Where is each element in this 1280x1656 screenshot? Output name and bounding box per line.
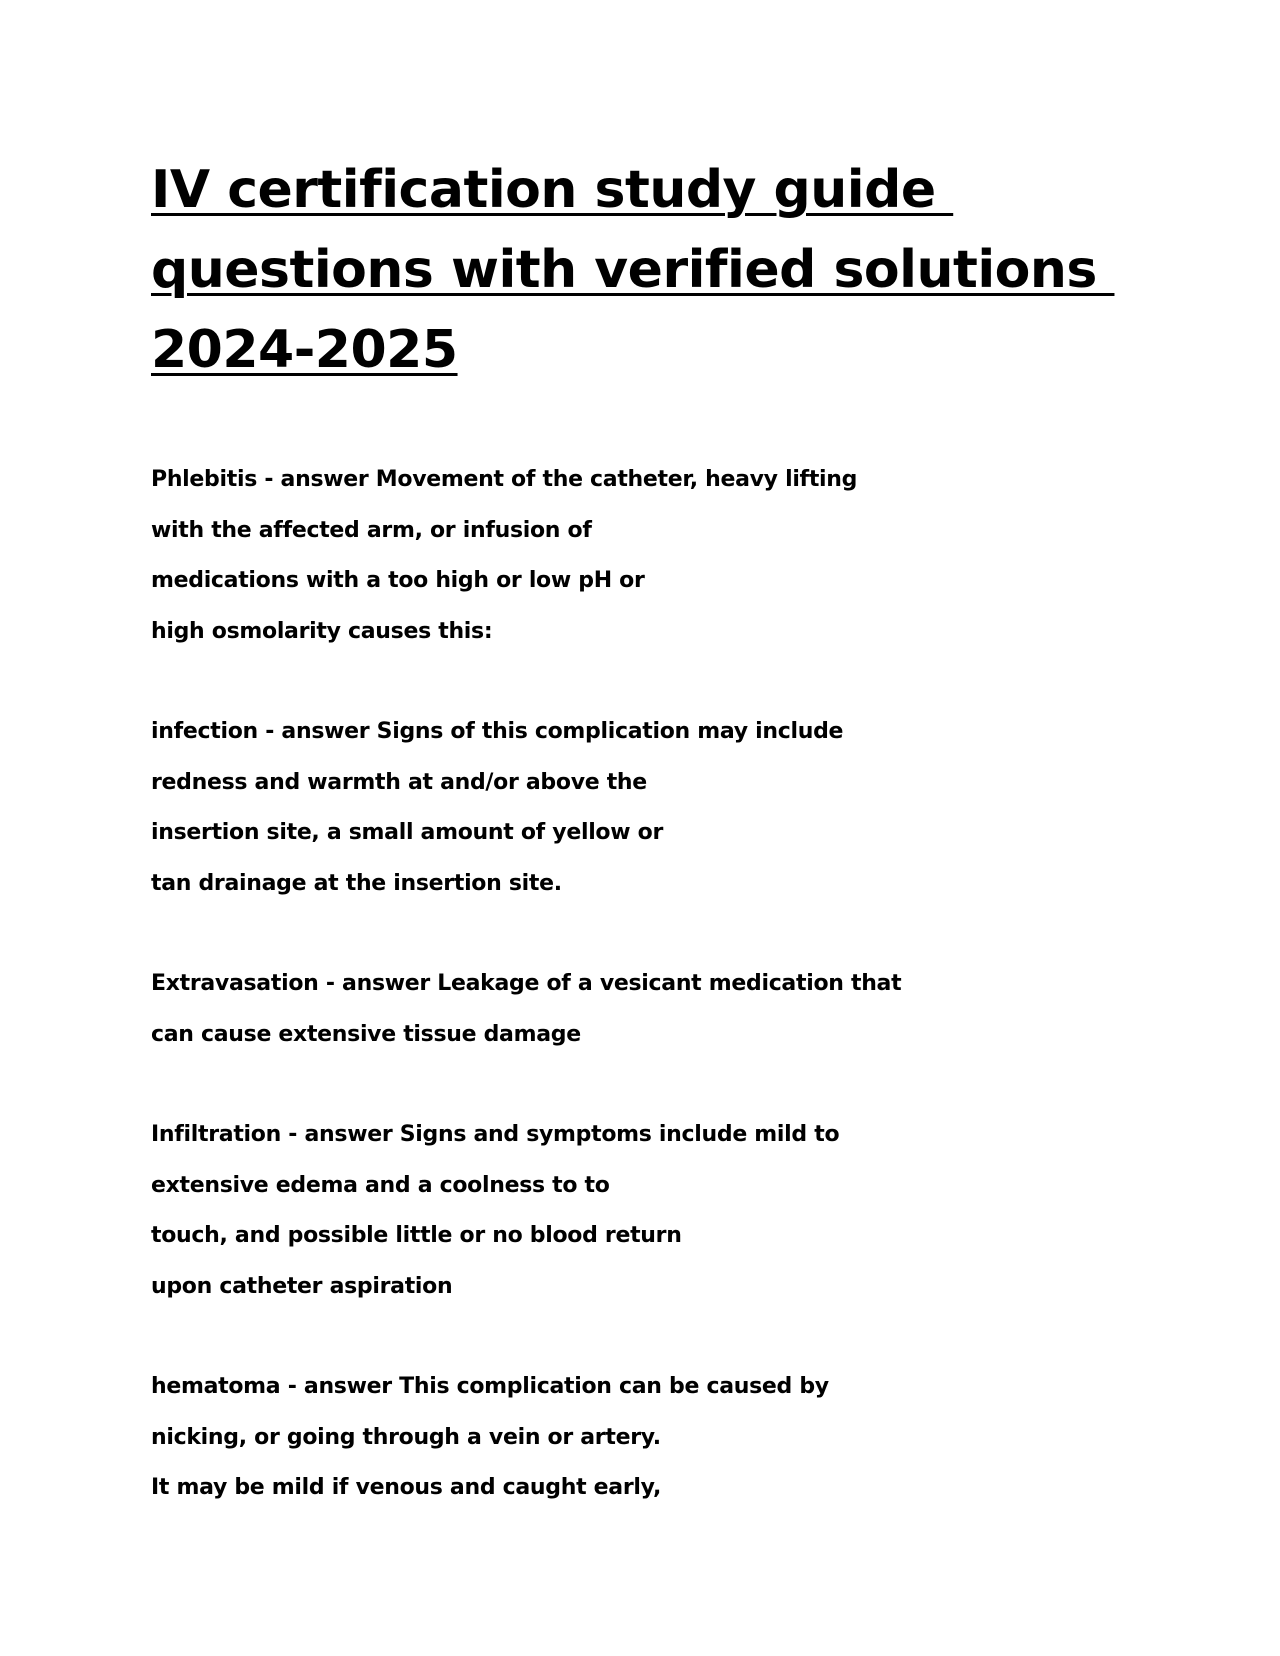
qa-entry-hematoma — [151, 1362, 1051, 1514]
entry-line: insertion site, a small amount of yellow or — [151, 820, 663, 845]
title-line — [151, 230, 1151, 310]
entry-line: Infiltration - answer Signs and symptoms include mild to — [151, 1122, 840, 1147]
entry-line: upon catheter aspiration — [151, 1273, 453, 1299]
entry-line: extensive edema and a coolness to to — [151, 1172, 610, 1198]
qa-entry-infection — [151, 707, 1051, 909]
entry-line: nicking, or going through a vein or artery. — [151, 1424, 661, 1450]
title-line-text: 2024-2025 — [151, 320, 458, 380]
title-line-text: questions with verified solutions — [151, 240, 1115, 300]
entry-line: with the affected arm, or infusion of — [151, 517, 592, 543]
title-line — [151, 310, 1151, 390]
qa-entry-phlebitis — [151, 455, 1051, 657]
entry-line: tan drainage at the insertion site. — [151, 870, 562, 896]
entry-line: redness and warmth at and/or above the — [151, 769, 647, 795]
qa-entries — [151, 455, 1051, 1564]
title-line-text: IV certification study guide — [151, 160, 954, 220]
entry-line: high osmolarity causes this: — [151, 618, 493, 644]
entry-line: It may be mild if venous and caught early, — [151, 1475, 662, 1500]
entry-line: Phlebitis - answer Movement of the catheter, heavy lifting — [151, 467, 858, 492]
title-line — [151, 150, 1151, 230]
qa-entry-extravasation — [151, 959, 1051, 1060]
entry-line: hematoma - answer This complication can be caused by — [151, 1374, 829, 1399]
entry-line: infection - answer Signs of this complication may include — [151, 719, 844, 744]
document-title — [151, 150, 1151, 390]
entry-line: can cause extensive tissue damage — [151, 1021, 581, 1047]
entry-line: Extravasation - answer Leakage of a vesicant medication that — [151, 971, 902, 996]
entry-line: touch, and possible little or no blood return — [151, 1223, 682, 1248]
qa-entry-infiltration — [151, 1110, 1051, 1312]
entry-line: medications with a too high or low pH or — [151, 568, 645, 593]
